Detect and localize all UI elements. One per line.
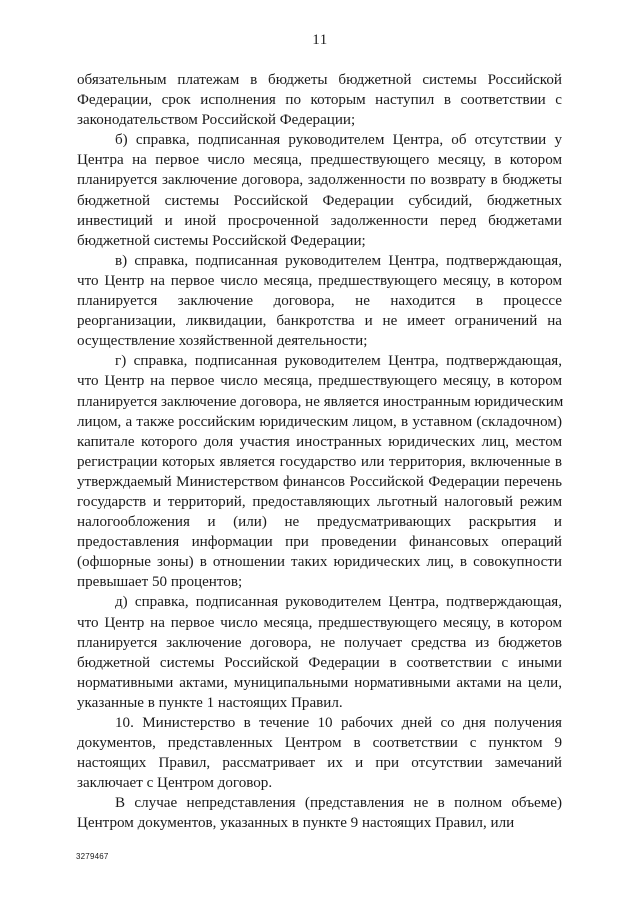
text-line: планируется заключение договора, не находится в процессе bbox=[77, 293, 562, 310]
text-line: документов, представленных Центром в соответствии с пунктом 9 bbox=[77, 735, 562, 752]
text-line: налогообложения и (или) не предусматривающих раскрытия и bbox=[77, 514, 562, 531]
document-body bbox=[77, 70, 562, 834]
text-line: реорганизации, ликвидации, банкротства и не имеет ограничений на bbox=[77, 313, 562, 330]
text-line: нормативными актами, муниципальными нормативными актами на цели, bbox=[77, 674, 562, 691]
text-line: бюджетной системы Российской Федерации; bbox=[77, 232, 366, 249]
text-line: планируется заключение договора, не является иностранным юридическим bbox=[77, 393, 564, 410]
text-line: (офшорные зоны) в отношении таких юридических лиц, в совокупности bbox=[77, 554, 562, 571]
text-line: капитале которого доля участия иностранных юридических лиц, местом bbox=[77, 433, 562, 450]
text-line: утверждаемый Министерством финансов Российской Федерации перечень bbox=[77, 473, 562, 490]
text-line: планируется заключение договора, не получает средства из бюджетов bbox=[77, 634, 562, 651]
text-line: инвестиций и иной просроченной задолженности перед бюджетами bbox=[77, 212, 562, 229]
paragraph-b bbox=[77, 130, 562, 251]
text-line: законодательством Российской Федерации; bbox=[77, 112, 356, 129]
text-line: планируется заключение договора, задолженности по возврату в бюджеты bbox=[77, 172, 562, 189]
text-line: превышает 50 процентов; bbox=[77, 574, 243, 591]
text-line: указанные в пункте 1 настоящих Правил. bbox=[77, 694, 343, 711]
text-line: Центра на первое число месяца, предшествующего месяцу, в котором bbox=[77, 152, 562, 169]
text-line: настоящих Правил, рассматривает их и при отсутствии замечаний bbox=[77, 755, 562, 772]
paragraph-v bbox=[77, 251, 562, 351]
paragraph-g bbox=[77, 351, 562, 592]
text-line: заключает с Центром договор. bbox=[77, 775, 273, 792]
paragraph-p10b bbox=[77, 793, 562, 833]
text-line: что Центр на первое число месяца, предшествующего месяцу, в котором bbox=[77, 373, 562, 390]
text-line: что Центр на первое число месяца, предшествующего месяцу, в котором bbox=[77, 614, 562, 631]
document-code: 3279467 bbox=[76, 852, 109, 861]
paragraph-p10 bbox=[77, 713, 562, 793]
text-line: Центром документов, указанных в пункте 9 настоящих Правил, или bbox=[77, 815, 515, 832]
text-line: лицом, а также российским юридическим лицом, в уставном (складочном) bbox=[77, 413, 562, 430]
text-line: регистрации которых является государство или территория, включенные в bbox=[77, 453, 562, 470]
text-line: осуществление хозяйственной деятельности; bbox=[77, 333, 368, 350]
text-line: обязательным платежам в бюджеты бюджетной системы Российской bbox=[77, 72, 562, 88]
text-line: 10. Министерство в течение 10 рабочих дней со дня получения bbox=[115, 715, 562, 731]
text-line: г) справка, подписанная руководителем Центра, подтверждающая, bbox=[115, 353, 562, 370]
text-line: д) справка, подписанная руководителем Центра, подтверждающая, bbox=[115, 594, 562, 611]
text-line: Федерации, срок исполнения по которым наступил в соответствии с bbox=[77, 92, 562, 109]
text-line: бюджетной системы Российской Федерации в соответствии с иными bbox=[77, 654, 562, 671]
paragraph-cont bbox=[77, 70, 562, 130]
text-line: в) справка, подписанная руководителем Центра, подтверждающая, bbox=[115, 252, 562, 269]
paragraph-d bbox=[77, 592, 562, 713]
text-line: предоставления информации при проведении финансовых операций bbox=[77, 534, 562, 551]
text-line: В случае непредставления (представления не в полном объеме) bbox=[115, 795, 562, 812]
page-number: 11 bbox=[312, 32, 328, 48]
text-line: государств и территорий, предоставляющих льготный налоговый режим bbox=[77, 493, 562, 510]
text-line: бюджетной системы Российской Федерации субсидий, бюджетных bbox=[77, 192, 562, 209]
text-line: б) справка, подписанная руководителем Центра, об отсутствии у bbox=[115, 132, 562, 149]
text-line: что Центр на первое число месяца, предшествующего месяцу, в котором bbox=[77, 272, 562, 289]
